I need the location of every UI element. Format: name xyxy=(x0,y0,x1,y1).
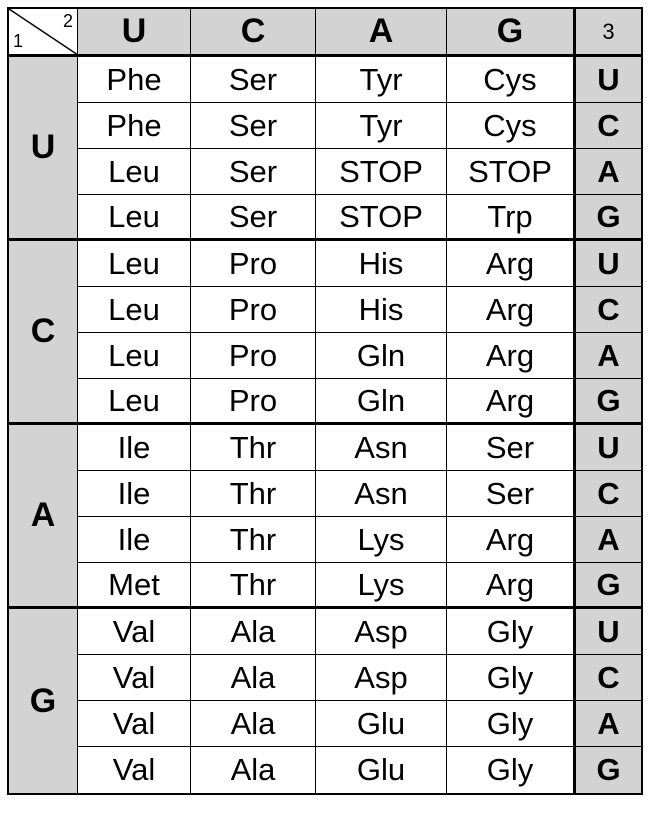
third-base-label: A xyxy=(574,517,641,563)
amino-acid-cell: Met xyxy=(78,563,191,609)
amino-acid-cell: Arg xyxy=(447,563,574,609)
amino-acid-cell: Ile xyxy=(78,425,191,471)
amino-acid-cell: Val xyxy=(78,701,191,747)
amino-acid-cell: Ser xyxy=(447,425,574,471)
amino-acid-cell: Ala xyxy=(191,609,316,655)
amino-acid-cell: Asn xyxy=(316,471,447,517)
first-base-label: A xyxy=(9,425,78,609)
amino-acid-cell: Phe xyxy=(78,103,191,149)
amino-acid-cell: Tyr xyxy=(316,57,447,103)
second-base-header: U xyxy=(78,9,191,57)
amino-acid-cell: Val xyxy=(78,655,191,701)
third-base-label: C xyxy=(574,471,641,517)
amino-acid-cell: Arg xyxy=(447,517,574,563)
second-position-label: 2 xyxy=(62,11,73,31)
amino-acid-cell: Tyr xyxy=(316,103,447,149)
amino-acid-cell: Gln xyxy=(316,379,447,425)
amino-acid-cell: Leu xyxy=(78,379,191,425)
third-base-label: G xyxy=(574,563,641,609)
amino-acid-cell: Gly xyxy=(447,655,574,701)
amino-acid-cell: Ala xyxy=(191,701,316,747)
amino-acid-cell: Asp xyxy=(316,655,447,701)
third-base-label: U xyxy=(574,57,641,103)
third-base-label: A xyxy=(574,701,641,747)
amino-acid-cell: Gly xyxy=(447,609,574,655)
amino-acid-cell: Arg xyxy=(447,241,574,287)
amino-acid-cell: Arg xyxy=(447,379,574,425)
amino-acid-cell: Pro xyxy=(191,241,316,287)
amino-acid-cell: His xyxy=(316,287,447,333)
amino-acid-cell: Ala xyxy=(191,747,316,793)
amino-acid-cell: STOP xyxy=(316,195,447,241)
amino-acid-cell: Glu xyxy=(316,747,447,793)
amino-acid-cell: Thr xyxy=(191,425,316,471)
amino-acid-cell: Leu xyxy=(78,287,191,333)
third-base-label: A xyxy=(574,149,641,195)
amino-acid-cell: Phe xyxy=(78,57,191,103)
amino-acid-cell: Ser xyxy=(191,103,316,149)
amino-acid-cell: Gln xyxy=(316,333,447,379)
amino-acid-cell: Asn xyxy=(316,425,447,471)
amino-acid-cell: Cys xyxy=(447,57,574,103)
first-base-label: G xyxy=(9,609,78,793)
amino-acid-cell: Pro xyxy=(191,287,316,333)
third-base-label: G xyxy=(574,747,641,793)
second-base-header: C xyxy=(191,9,316,57)
amino-acid-cell: Ile xyxy=(78,517,191,563)
amino-acid-cell: Ser xyxy=(191,149,316,195)
amino-acid-cell: Gly xyxy=(447,701,574,747)
second-base-header: A xyxy=(316,9,447,57)
amino-acid-cell: Pro xyxy=(191,333,316,379)
amino-acid-cell: Asp xyxy=(316,609,447,655)
amino-acid-cell: Arg xyxy=(447,287,574,333)
amino-acid-cell: Cys xyxy=(447,103,574,149)
amino-acid-cell: Leu xyxy=(78,333,191,379)
amino-acid-cell: Leu xyxy=(78,241,191,287)
first-base-label: C xyxy=(9,241,78,425)
amino-acid-cell: Val xyxy=(78,747,191,793)
amino-acid-cell: Pro xyxy=(191,379,316,425)
corner-cell xyxy=(9,9,78,57)
codon-table xyxy=(7,7,643,795)
amino-acid-cell: Lys xyxy=(316,563,447,609)
amino-acid-cell: Lys xyxy=(316,517,447,563)
third-base-label: U xyxy=(574,425,641,471)
third-base-label: G xyxy=(574,195,641,241)
amino-acid-cell: Leu xyxy=(78,149,191,195)
third-base-label: C xyxy=(574,655,641,701)
amino-acid-cell: Ser xyxy=(191,57,316,103)
third-position-label: 3 xyxy=(574,9,641,57)
amino-acid-cell: Gly xyxy=(447,747,574,793)
amino-acid-cell: Ile xyxy=(78,471,191,517)
amino-acid-cell: Thr xyxy=(191,517,316,563)
amino-acid-cell: Arg xyxy=(447,333,574,379)
first-base-label: U xyxy=(9,57,78,241)
amino-acid-cell: Val xyxy=(78,609,191,655)
amino-acid-cell: Trp xyxy=(447,195,574,241)
amino-acid-cell: Ser xyxy=(191,195,316,241)
amino-acid-cell: Ser xyxy=(447,471,574,517)
amino-acid-cell: Ala xyxy=(191,655,316,701)
amino-acid-cell: Thr xyxy=(191,471,316,517)
third-base-label: C xyxy=(574,287,641,333)
first-position-label: 1 xyxy=(13,31,24,51)
third-base-label: A xyxy=(574,333,641,379)
third-base-label: C xyxy=(574,103,641,149)
third-base-label: U xyxy=(574,609,641,655)
amino-acid-cell: Glu xyxy=(316,701,447,747)
amino-acid-cell: Leu xyxy=(78,195,191,241)
third-base-label: U xyxy=(574,241,641,287)
amino-acid-cell: STOP xyxy=(316,149,447,195)
third-base-label: G xyxy=(574,379,641,425)
second-base-header: G xyxy=(447,9,574,57)
amino-acid-cell: His xyxy=(316,241,447,287)
amino-acid-cell: STOP xyxy=(447,149,574,195)
amino-acid-cell: Thr xyxy=(191,563,316,609)
